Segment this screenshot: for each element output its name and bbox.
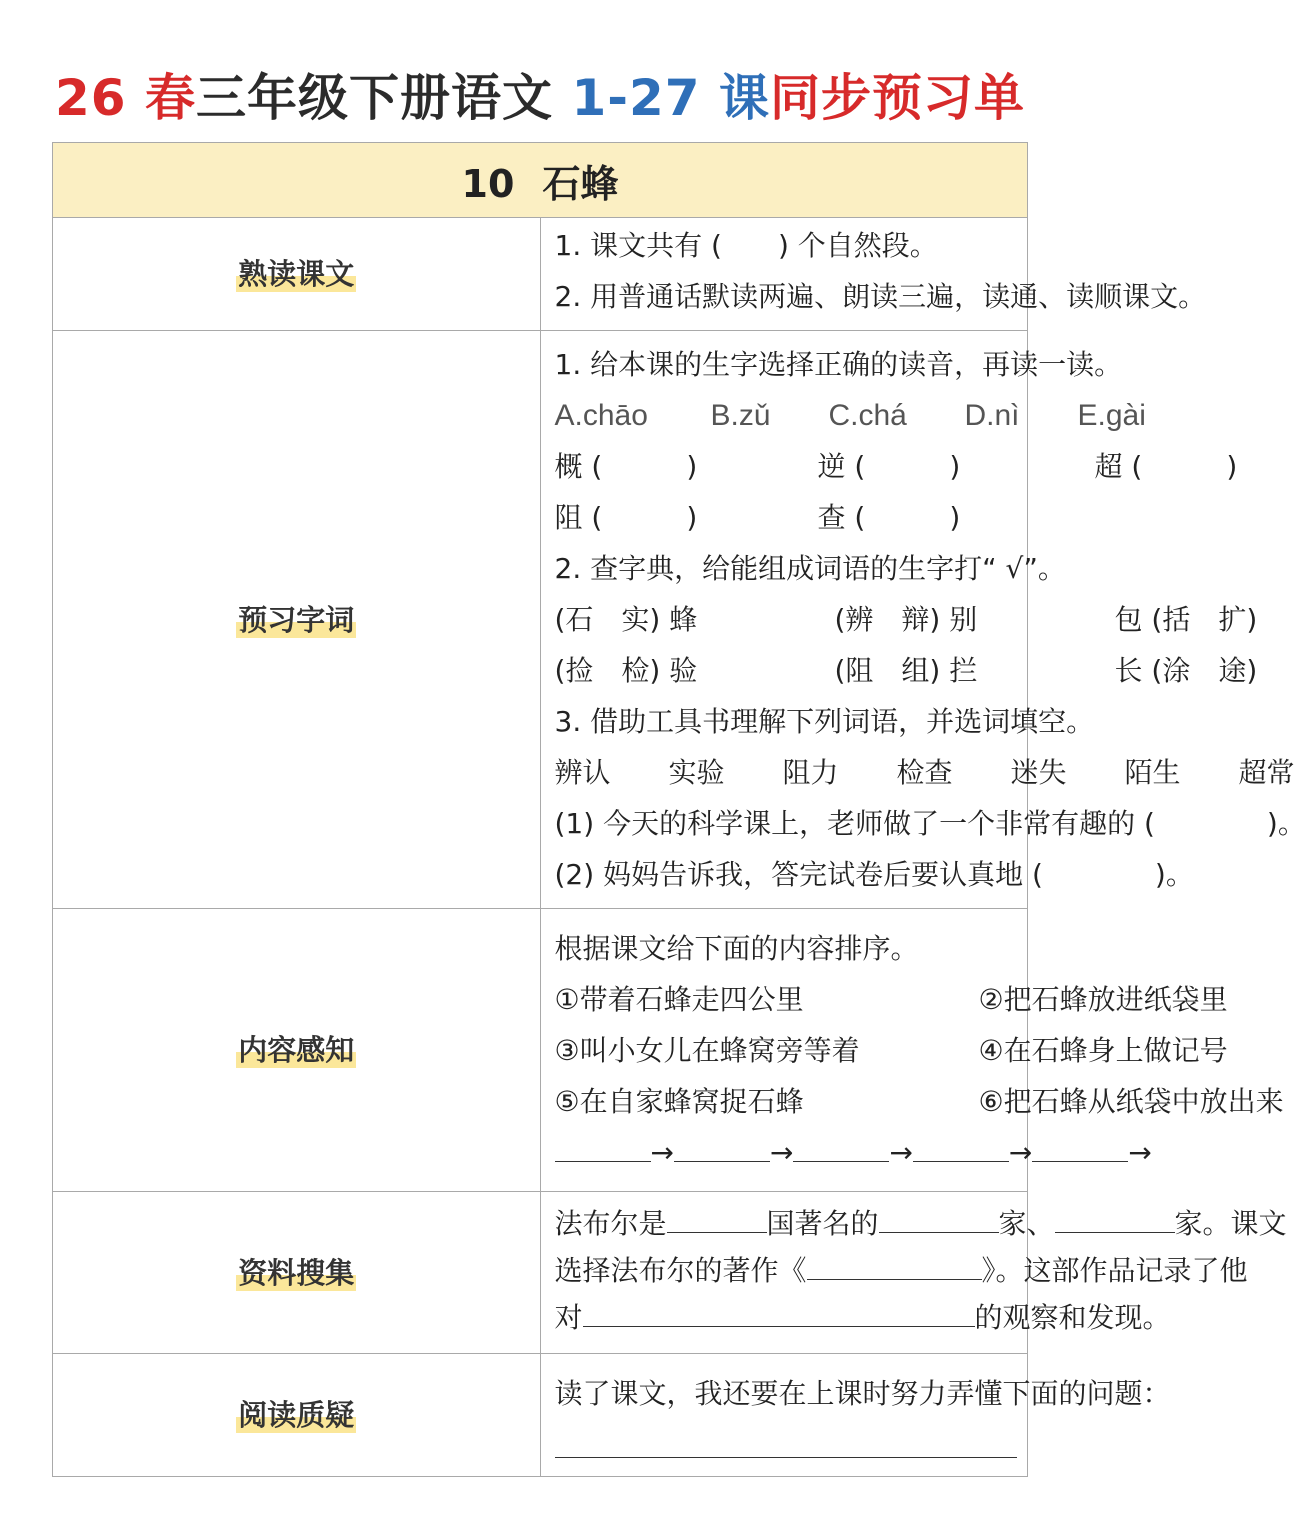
reading-line-2: 2. 用普通话默读两遍、朗读三遍，读通、读顺课文。	[554, 280, 1207, 313]
char-blank: 超 ( )	[1094, 450, 1238, 483]
profession-blank-2[interactable]	[1055, 1198, 1175, 1233]
ordering-row-2	[554, 1025, 1228, 1076]
fill-sentence-1: (1) 今天的科学课上，老师做了一个非常有趣的 ( )。	[554, 807, 1306, 840]
ordering-item: ④在石蜂身上做记号	[978, 1034, 1228, 1067]
reading-line-1: 1. 课文共有 ( ) 个自然段。	[554, 229, 938, 262]
research-line-3: 对 的观察和发现。	[555, 1292, 1018, 1339]
order-arrow: →	[650, 1136, 674, 1169]
ordering-row-1	[554, 974, 1228, 1025]
word-bank	[554, 747, 1295, 798]
choose-row-1	[554, 594, 1258, 645]
section-label-research: 资料搜集	[53, 1192, 541, 1354]
pinyin-option: B.zǔ	[710, 399, 771, 432]
choose-item: (辨 辩) 别	[834, 603, 978, 636]
pinyin-options	[554, 390, 1146, 441]
questions-prompt: 读了课文，我还要在上课时努力弄懂下面的问题：	[554, 1377, 1171, 1410]
vocab-q3: 3. 借助工具书理解下列词语，并选词填空。	[554, 705, 1095, 738]
order-blank[interactable]	[793, 1127, 889, 1162]
section-content-research	[540, 1192, 1287, 1354]
char-blank: 查 ( )	[817, 501, 961, 534]
section-content-questions	[540, 1354, 1171, 1477]
choose-item: 包 (括 扩)	[1114, 603, 1258, 636]
choose-item: (捡 检) 验	[554, 654, 698, 687]
char-row-1	[554, 441, 1238, 492]
fill-sentence-2: (2) 妈妈告诉我，答完试卷后要认真地 ( )。	[554, 858, 1194, 891]
char-blank: 逆 ( )	[817, 450, 961, 483]
pinyin-option: E.gài	[1077, 399, 1146, 432]
ordering-item: ②把石蜂放进纸袋里	[978, 983, 1228, 1016]
ordering-intro: 根据课文给下面的内容排序。	[554, 932, 919, 965]
order-blank[interactable]	[674, 1127, 770, 1162]
title-part-lessons: 1-27 课	[571, 69, 770, 127]
char-row-2	[555, 492, 1018, 543]
section-content-ordering	[540, 909, 1284, 1192]
country-blank[interactable]	[667, 1198, 767, 1233]
ordering-row-3	[554, 1076, 1284, 1127]
research-line-2: 选择法布尔的著作《 》。这部作品记录了他	[555, 1245, 1018, 1292]
ordering-item: ③叫小女儿在蜂窝旁等着	[554, 1034, 860, 1067]
title-part-sheet: 同步预习单	[769, 69, 1025, 127]
vocab-q2: 2. 查字典，给能组成词语的生字打“ √”。	[554, 552, 1066, 585]
choose-item: (石 实) 蜂	[554, 603, 698, 636]
section-label-vocab: 预习字词	[53, 331, 541, 909]
title-part-season: 26 春	[55, 69, 197, 127]
order-arrow: →	[1128, 1136, 1152, 1169]
word-bank-item: 实验	[668, 756, 725, 789]
pinyin-option: D.nì	[964, 399, 1020, 432]
lesson-name: 石蜂	[542, 161, 619, 206]
order-arrow: →	[769, 1136, 794, 1169]
order-blank[interactable]	[1032, 1127, 1128, 1162]
section-label-questions: 阅读质疑	[53, 1354, 541, 1477]
lesson-number: 10	[461, 161, 515, 206]
word-bank-item: 辨认	[554, 756, 611, 789]
section-label-content: 内容感知	[53, 909, 541, 1192]
section-content-reading	[540, 218, 1207, 331]
book-title-blank[interactable]	[807, 1245, 982, 1280]
pinyin-option: C.chá	[828, 399, 907, 432]
lesson-header	[53, 143, 1028, 218]
question-answer-line[interactable]	[555, 1427, 1018, 1458]
ordering-item: ⑥把石蜂从纸袋中放出来	[978, 1085, 1284, 1118]
order-blank[interactable]	[913, 1127, 1009, 1162]
order-blank[interactable]	[555, 1127, 651, 1162]
profession-blank-1[interactable]	[879, 1198, 999, 1233]
page-title	[0, 58, 1080, 130]
ordering-answer-row	[555, 1127, 1152, 1178]
choose-item: (阻 组) 拦	[834, 654, 978, 687]
order-arrow: →	[1008, 1136, 1033, 1169]
word-bank-item: 超常	[1238, 756, 1295, 789]
word-bank-item: 陌生	[1124, 756, 1181, 789]
ordering-item: ①带着石蜂走四公里	[554, 983, 804, 1016]
order-arrow: →	[889, 1136, 913, 1169]
ordering-item: ⑤在自家蜂窝捉石蜂	[554, 1085, 804, 1118]
choose-row-2	[554, 645, 1258, 696]
vocab-q1: 1. 给本课的生字选择正确的读音，再读一读。	[554, 348, 1123, 381]
word-bank-item: 迷失	[1010, 756, 1067, 789]
title-part-grade: 三年级下册语文	[196, 69, 554, 127]
word-bank-item: 阻力	[782, 756, 839, 789]
research-line-1: 法布尔是 国著名的 家、 家。课文	[555, 1198, 1018, 1245]
section-label-reading: 熟读课文	[53, 218, 541, 331]
char-blank: 概 ( )	[554, 450, 698, 483]
section-content-vocab	[540, 331, 1306, 909]
preview-sheet-table	[52, 142, 1306, 1477]
word-bank-item: 检查	[896, 756, 953, 789]
observation-blank[interactable]	[583, 1292, 975, 1327]
pinyin-option: A.chāo	[554, 399, 648, 432]
choose-item: 长 (涂 途)	[1114, 654, 1258, 687]
char-blank: 阻 ( )	[554, 501, 698, 534]
